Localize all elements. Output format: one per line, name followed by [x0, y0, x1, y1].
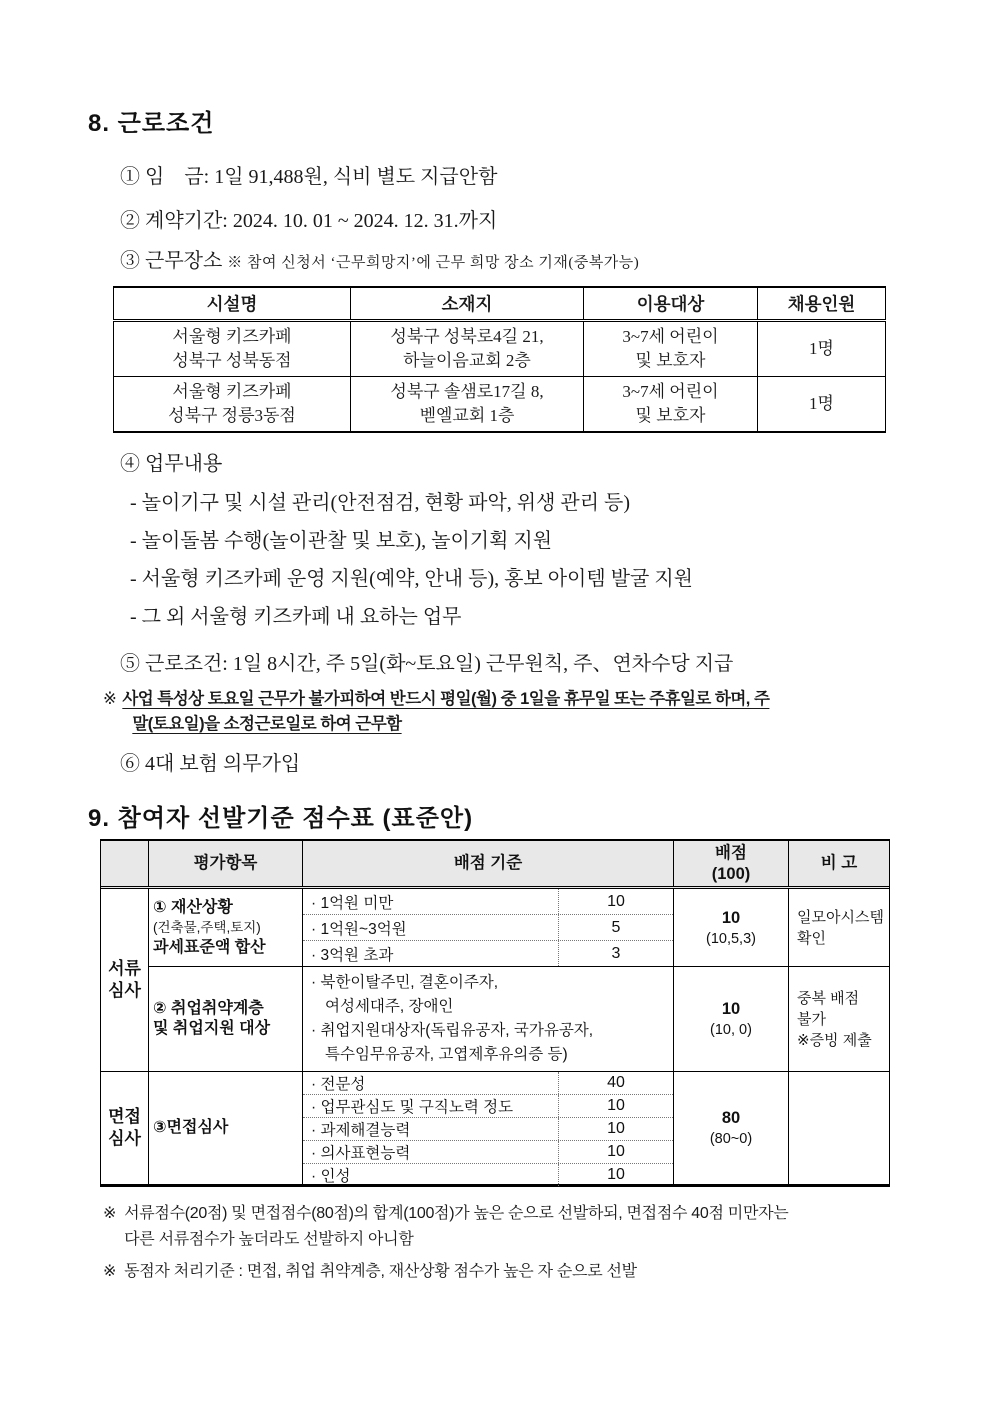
header-score-criteria: 배점 기준	[303, 841, 674, 886]
criteria-text: · 과제해결능력	[303, 1118, 559, 1140]
points-cell	[674, 889, 789, 966]
saturday-note-line-2: 말(토요일)을 소정근로일로 하여 근무함	[132, 715, 402, 733]
footnote-1	[103, 1201, 918, 1253]
footnote-1-line-1: 서류점수(20점) 및 면접점수(80점)의 합계(100점)가 높은 순으로 선발하되, 면접점수 40점 미만자는	[124, 1205, 789, 1222]
worksite-row-2	[114, 376, 886, 432]
footnote-1-lines	[124, 1201, 788, 1253]
facility-cell	[114, 376, 351, 432]
header-points-line-2: (100)	[711, 864, 751, 883]
vulnerable-criteria	[303, 967, 674, 1071]
interview-screening-group	[101, 1072, 889, 1184]
saturday-note-line-1: 사업 특성상 토요일 근무가 불가피하여 반드시 평일(월) 중 1일을 휴무일 또는 주휴일로 하며, 주	[122, 690, 770, 708]
criteria-score: 10	[607, 1166, 625, 1183]
saturday-note-lines	[122, 687, 769, 737]
remark-line: ※증빙 제출	[797, 1031, 872, 1049]
address-cell	[351, 320, 584, 376]
facility-line: 성북구 정릉3동점	[168, 405, 296, 425]
criteria-row	[303, 915, 673, 941]
facility-line: 서울형 키즈카페	[172, 326, 292, 346]
category-line: 심사	[108, 981, 141, 1000]
vulnerable-group-row	[149, 967, 889, 1071]
insurance-item: ⑥ 4대 보험 의무가입	[120, 753, 301, 775]
criteria-line: · 북한이탈주민, 결혼이주자,	[311, 974, 499, 991]
criteria-row	[303, 889, 673, 915]
criteria-text: · 1억원 미만	[303, 889, 559, 914]
criteria-score: 10	[607, 1120, 625, 1137]
document-screening-rows	[149, 889, 889, 1071]
address-cell	[351, 376, 584, 432]
eval-item-interview	[149, 1072, 303, 1184]
eval-item-line: ③면접심사	[153, 1119, 229, 1136]
points-cell	[674, 967, 789, 1071]
criteria-line: 특수임무유공자, 고엽제후유의증 등)	[325, 1046, 568, 1063]
user-target-line: 및 보호자	[635, 350, 706, 370]
criteria-row	[303, 1118, 673, 1141]
contract-period-item: ② 계약기간: 2024. 10. 01 ~ 2024. 12. 31.까지	[120, 210, 498, 232]
criteria-score: 40	[607, 1074, 625, 1091]
criteria-freetext	[303, 967, 673, 1071]
interview-screening-rows	[149, 1072, 889, 1184]
criteria-row	[303, 1164, 673, 1186]
points-cell	[674, 1072, 789, 1184]
criteria-text: · 3억원 초과	[303, 941, 559, 966]
footnote-marker: ※	[103, 1205, 117, 1222]
category-interview-screening	[101, 1072, 149, 1184]
criteria-line: · 취업지원대상자(독립유공자, 국가유공자,	[311, 1022, 594, 1039]
criteria-row	[303, 941, 673, 966]
interview-criteria	[303, 1072, 674, 1184]
note-marker: ※	[103, 690, 117, 708]
header-hire-count: 채용인원	[758, 287, 886, 320]
category-document-screening	[101, 889, 149, 1071]
eval-item-line: ② 취업취약계층	[153, 1000, 264, 1017]
criteria-line: 여성세대주, 장애인	[325, 998, 454, 1015]
workplace-item	[120, 246, 918, 278]
property-criteria	[303, 889, 674, 966]
user-target-line: 및 보호자	[635, 405, 706, 425]
section9-title: 9. 참여자 선발기준 점수표 (표준안)	[88, 805, 474, 832]
criteria-text: · 전문성	[303, 1072, 559, 1094]
footnote-2	[103, 1259, 918, 1285]
user-target-line: 3~7세 어린이	[622, 381, 719, 401]
user-target-line: 3~7세 어린이	[622, 326, 719, 346]
footnotes	[103, 1201, 918, 1285]
facility-cell	[114, 320, 351, 376]
criteria-score: 10	[607, 892, 625, 910]
header-eval-item: 평가항목	[149, 841, 303, 886]
document-content	[88, 108, 918, 1285]
remark-cell-empty	[789, 1072, 889, 1184]
header-facility-name: 시설명	[114, 287, 351, 320]
workplace-note: ※ 참여 신청서 ‘근무희망지’에 근무 희망 장소 기재(중복가능)	[227, 255, 640, 271]
address-line: 성북구 솔샘로17길 8,	[390, 381, 544, 401]
eval-item-line: (건축물,주택,토지)	[153, 919, 261, 935]
work-conditions-item: ⑤ 근로조건: 1일 8시간, 주 5일(화~토요일) 근무원칙, 주、연차수당 지급	[120, 653, 734, 675]
address-line: 하늘이음교회 2층	[403, 350, 531, 370]
criteria-text: · 1억원~3억원	[303, 915, 559, 940]
footnote-1-line-2: 다른 서류점수가 높더라도 선발하지 아니함	[124, 1231, 414, 1248]
header-remark: 비 고	[820, 854, 858, 872]
hire-count-cell: 1명	[758, 320, 886, 376]
criteria-score: 10	[607, 1143, 625, 1160]
remark-line: 중복 배점	[797, 989, 860, 1007]
footnote-2-text: 동점자 처리기준 : 면접, 취업 취약계층, 재산상황 점수가 높은 자 순으로 선발	[124, 1263, 637, 1280]
document-screening-group	[101, 889, 889, 1072]
header-points	[674, 841, 789, 886]
points-main: 10	[721, 1000, 741, 1018]
criteria-text: · 인성	[303, 1164, 559, 1186]
duty-bullet-1: - 놀이기구 및 시설 관리(안전점검, 현황 파악, 위생 관리 등)	[130, 492, 631, 514]
wage-item: ① 임 금: 1일 91,488원, 식비 별도 지급안함	[120, 166, 498, 188]
worksite-table-header-row	[114, 287, 886, 320]
scoring-table	[100, 839, 890, 1187]
criteria-row	[303, 1072, 673, 1095]
points-main: 80	[721, 1109, 741, 1127]
facility-line: 성북구 성북동점	[172, 350, 292, 370]
address-line: 벧엘교회 1층	[419, 405, 515, 425]
criteria-score: 10	[607, 1097, 625, 1114]
saturday-work-note	[103, 687, 918, 737]
points-sub: (80~0)	[709, 1131, 753, 1147]
worksite-row-1	[114, 320, 886, 376]
duties-item: ④ 업무내용	[120, 453, 223, 475]
criteria-score: 3	[611, 944, 621, 962]
workplace-label: ③ 근무장소	[120, 250, 228, 272]
duty-bullet-4: - 그 외 서울형 키즈카페 내 요하는 업무	[130, 606, 462, 628]
duty-bullet-3: - 서울형 키즈카페 운영 지원(예약, 안내 등), 홍보 아이템 발굴 지원	[130, 568, 693, 590]
eval-item-line: 과세표준액 합산	[153, 938, 266, 956]
points-sub: (10,5,3)	[706, 930, 756, 947]
category-line: 심사	[108, 1129, 141, 1148]
criteria-text: · 업무관심도 및 구직노력 정도	[303, 1095, 559, 1117]
user-target-cell	[584, 376, 758, 432]
eval-item-property	[149, 889, 303, 966]
scoring-table-header	[101, 841, 889, 889]
criteria-row	[303, 1095, 673, 1118]
category-line: 면접	[108, 1107, 141, 1126]
user-target-cell	[584, 320, 758, 376]
duty-bullet-2: - 놀이돌봄 수행(놀이관찰 및 보호), 놀이기획 지원	[130, 530, 553, 552]
category-line: 서류	[108, 959, 141, 978]
header-corner-cell	[101, 841, 149, 886]
hire-count-cell: 1명	[758, 376, 886, 432]
section8-title: 8. 근로조건	[88, 110, 215, 137]
points-sub: (10, 0)	[710, 1022, 752, 1038]
facility-line: 서울형 키즈카페	[172, 381, 292, 401]
footnote-marker: ※	[103, 1263, 117, 1280]
property-status-row	[149, 889, 889, 967]
interview-row	[149, 1072, 889, 1184]
remark-cell	[789, 967, 889, 1071]
header-points-line-1: 배점	[715, 843, 747, 862]
address-line: 성북구 성북로4길 21,	[390, 326, 544, 346]
header-address: 소재지	[351, 287, 584, 320]
points-main: 10	[721, 908, 741, 927]
criteria-text: · 의사표현능력	[303, 1141, 559, 1163]
criteria-score: 5	[611, 918, 621, 936]
criteria-row	[303, 1141, 673, 1164]
remark-cell	[789, 889, 889, 966]
header-user-target: 이용대상	[584, 287, 758, 320]
remark-line: 일모아시스템	[797, 908, 884, 926]
remark-line: 확인	[797, 929, 826, 947]
eval-item-vulnerable	[149, 967, 303, 1071]
eval-item-line: 및 취업지원 대상	[153, 1020, 271, 1037]
eval-item-line: ① 재산상황	[153, 898, 233, 916]
worksite-table	[113, 286, 886, 433]
remark-line: 불가	[797, 1010, 826, 1028]
